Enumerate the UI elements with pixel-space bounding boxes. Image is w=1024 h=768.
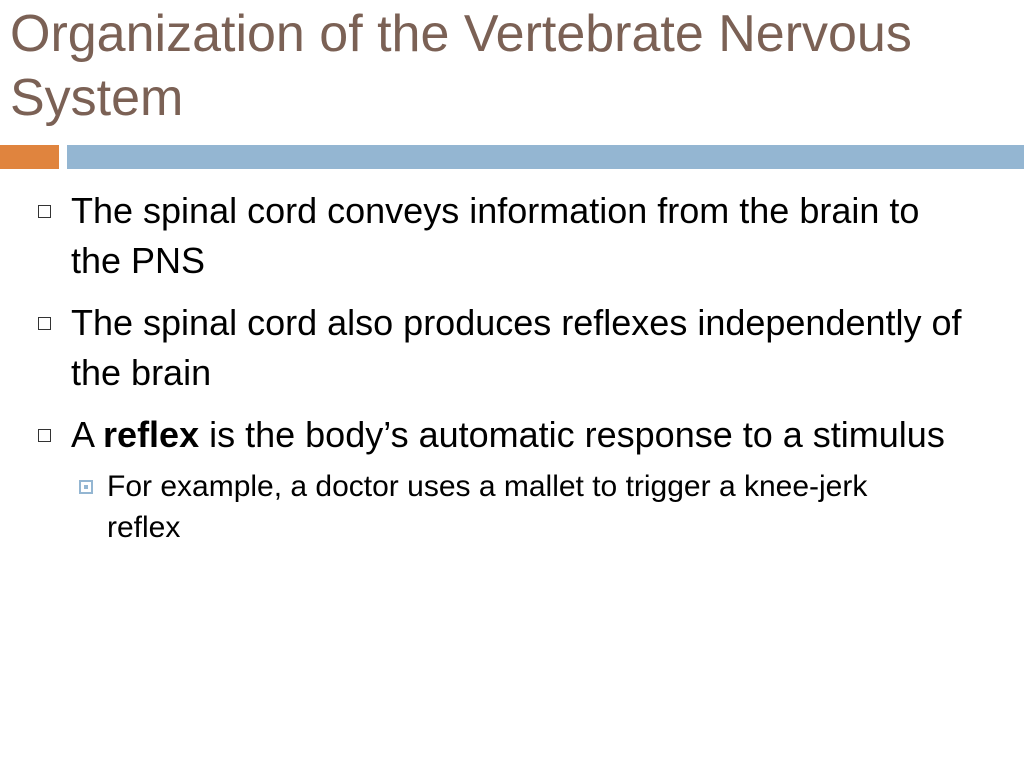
bold-term-reflex: reflex — [103, 414, 200, 455]
bullet-item — [0, 298, 1024, 398]
sub-bullet-text: For example, a doctor uses a mallet to trigger a knee-jerk reflex — [107, 470, 868, 544]
bullet-text: The spinal cord conveys information from the brain to the PNS — [71, 190, 920, 281]
bullet-text: The spinal cord also produces reflexes independently of the brain — [71, 302, 962, 393]
accent-bar-orange — [0, 145, 59, 169]
accent-bar-blue — [67, 145, 1024, 169]
bullet-item — [0, 410, 1024, 460]
square-bullet-icon — [38, 205, 51, 218]
square-bullet-icon — [38, 429, 51, 442]
square-bullet-icon — [38, 317, 51, 330]
bullet-item — [0, 186, 1024, 286]
filled-square-bullet-icon — [79, 480, 93, 494]
sub-bullet-item — [0, 466, 1024, 548]
bullet-text-suffix: is the body’s automatic response to a stimulus — [199, 414, 945, 455]
bullet-text-prefix: A — [71, 414, 104, 455]
slide-title: Organization of the Vertebrate Nervous System — [10, 5, 912, 127]
bullet-list — [0, 186, 1024, 548]
